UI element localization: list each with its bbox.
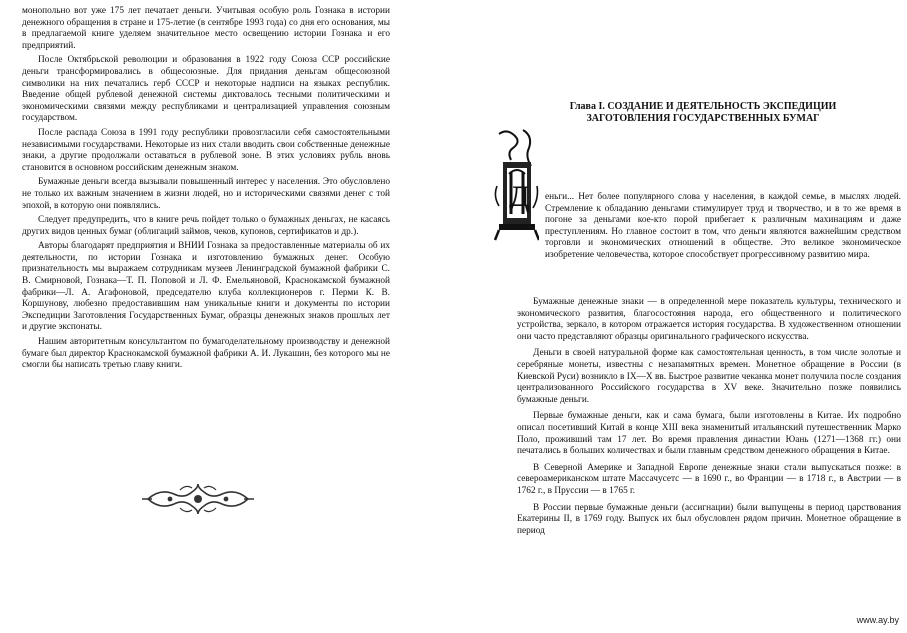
opening-paragraph-block (545, 192, 901, 262)
paragraph: Следует предупредить, что в книге речь пойдет только о бумажных деньгах, не касаясь других видов ценных бумаг (облигаций займов, чеков, купонов, сертификатов и др.). (22, 215, 390, 237)
paragraph: монопольно вот уже 175 лет печатает деньги. Учитывая особую роль Гознака в истории денежного обращения в стране и 175-летие (в сентябре 1993 года) со дня его основания, мы в предлагаемой книге уделяем значительное место освещению истории Гознака и его предприятий. (22, 6, 390, 51)
paragraph: Бумажные деньги всегда вызывали повышенный интерес у населения. Это обусловлено не только их важным значением в жизни людей, но и историческими связями денег с той эпохой, в которую они появлялись. (22, 177, 390, 211)
chapter-title (543, 101, 863, 125)
paragraph: После Октябрьской революции и образования в 1922 году Союза ССР российские деньги трансформировались в общесоюзные. Для придания деньгам общесоюзной символики на них печатались герб СССР и некоторые надписи на языках республик. Введение общей рублевой денежной системы диктовалось тесными политическими и экономическими связями между республиками и централизацией управления союзным государством. (22, 55, 390, 124)
paragraph: Авторы благодарят предприятия и ВНИИ Гознака за предоставленные материалы об их деятельности, по истории Гознака и изготовлению бумажных денег. Особую признательность мы выражаем сотрудникам музеев Ленинградской бумажной фабрики С. В. Смирновой, Гознака—Т. П. Поповой и Л. Ф. Емельяновой, Краснокамской бумажной фабрики—Л. А. Агафоновой, председателю клуба коллекционеров г. Перми К. В. Коршунову, любезно предоставившим нам уникальные книги и документы по истории Экспедиции Заготовления Государственных Бумаг, образцы денежных знаков прошлых лет и другие экспонаты. (22, 241, 390, 333)
decorative-ornament (140, 480, 256, 518)
paragraph: В России первые бумажные деньги (ассигнации) были выпущены в период царствования Екатерины II, в 1769 году. Выпуск их был обусловлен рядом причин. Монетное обращение в период (517, 502, 901, 536)
chapter-title-line-1: Глава I. СОЗДАНИЕ И ДЕЯТЕЛЬНОСТЬ ЭКСПЕДИЦИИ (569, 101, 837, 112)
paragraph: Деньги в своей натуральной форме как самостоятельная ценность, в том числе золотые и серебряные монеты, известны с незапамятных времен. Монетное обращение в России (в Киевской Руси) возникло в IX—X вв. Быстрое развитие чеканка монет получила после создания централизованного Российского государства в XV веке. Значительно позже появились бумажные деньги. (517, 348, 901, 405)
right-page (453, 0, 907, 633)
chapter-title-line-2: ЗАГОТОВЛЕНИЯ ГОСУДАРСТВЕННЫХ БУМАГ (586, 113, 820, 124)
paragraph: В Северной Америке и Западной Европе денежные знаки стали выпускаться позже: в североамериканском штате Массачусетс — в 1690 г., во Франции — в 1718 г., в Австрии — в 1762 г., в Пруссии — в 1765 г. (517, 462, 901, 496)
paragraph: После распада Союза в 1991 году республики провозгласили себя самостоятельными независимыми государствами. Некоторые из них стали вводить свои собственные денежные знаки, а другие продолжали оставаться в рублевой зоне. В этих условиях рубль вновь становится в основном российским денежным знаком. (22, 127, 390, 173)
svg-text:Д: Д (509, 180, 530, 213)
watermark: www.ay.by (856, 615, 899, 625)
paragraph: Бумажные денежные знаки — в определенной мере показатель культуры, технического и экономического развития, благосостояния народа, его общественного и политического устройства, зеркало, в котором отражается история государства. В художественном отношении они часто представляют образцы оригинального графического искусства. (517, 297, 901, 342)
left-text-column (22, 6, 390, 375)
paragraph: Нашим авторитетным консультантом по бумагоделательному производству и денежной бумаге был директор Краснокамской бумажной фабрики А. И. Лукашин, без которого мы не смогли бы написать третью главу книги. (22, 337, 390, 371)
opening-paragraph: еньги... Нет более популярного слова у населения, в каждой семье, в мыслях людей. Стремление к обладанию деньгами стимулирует труд и творчество, и в то же время в погоне за деньгами кое-кто порой прибегает к различным махинациям и даже преступлениям. Но главное состоит в том, что деньги являются важнейшим средством торговли и экономических отношений в обществе. Это великое экономическое изобретение человечества, которое способствует прогрессивному развитию мира. (545, 192, 901, 260)
left-page (0, 0, 453, 633)
paragraph: Первые бумажные деньги, как и сама бумага, были изготовлены в Китае. Их подробно описал посетивший Китай в конце XIII века знаменитый итальянский путешественник Марко Поло, проживший там 17 лет. Во время правления династии Юань (1271—1368 гг.) они печатались в больших количествах и были главным средством денежного обращения в Китае. (517, 411, 901, 457)
right-text-column (517, 297, 901, 542)
ornate-dropcap-icon (493, 126, 539, 242)
